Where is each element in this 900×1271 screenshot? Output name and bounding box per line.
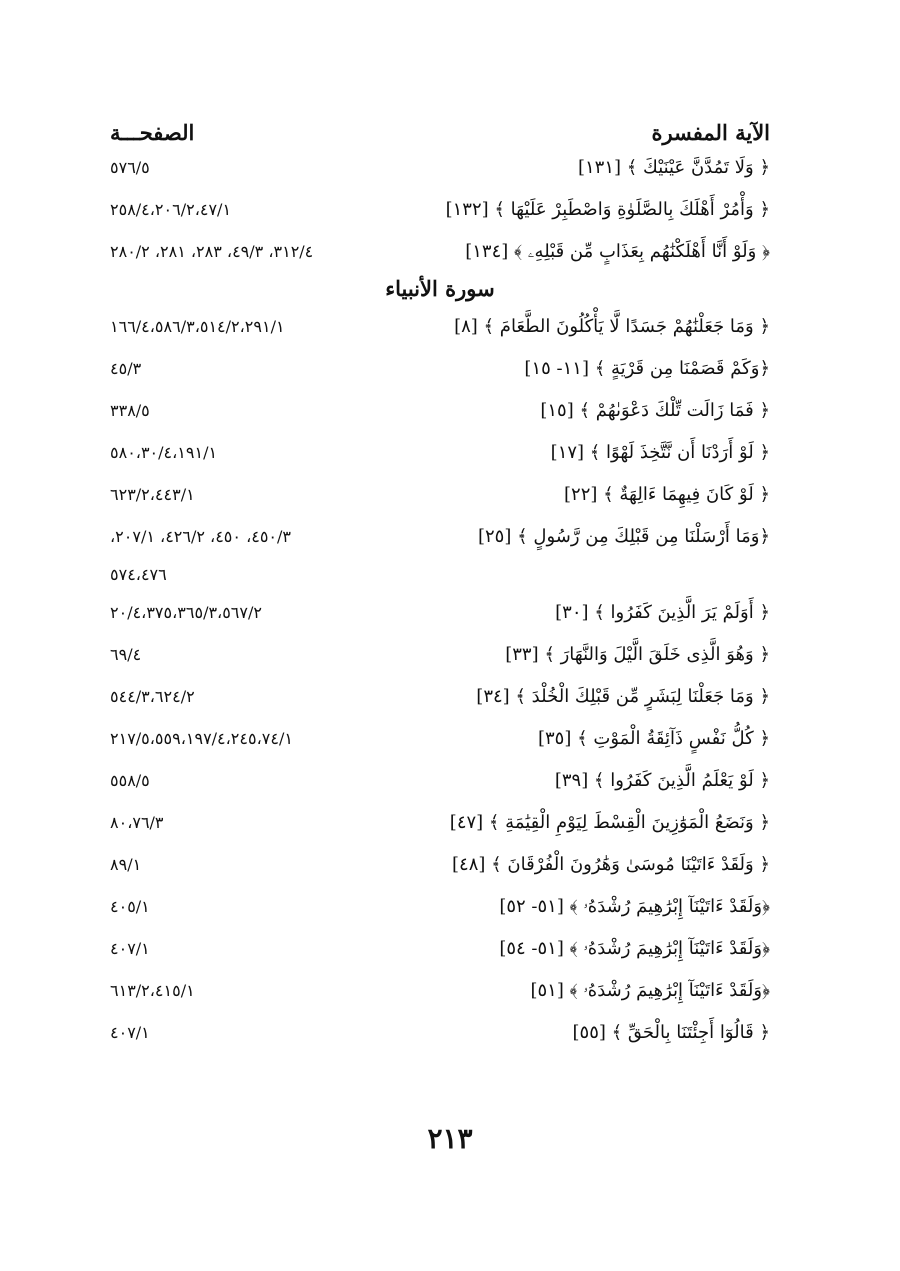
index-row (110, 441, 770, 465)
index-row (110, 357, 770, 381)
page-references: ٦٢٣/٢،٤٤٣/١ (110, 485, 195, 504)
page-references: ٢٠/٤،٣٧٥،٣٦٥/٣،٥٦٧/٢ (110, 603, 262, 622)
page-references: ٦٩/٤ (110, 645, 142, 664)
index-row (110, 399, 770, 423)
verse-text: ﴿وَكَمْ قَصَمْنَا مِن قَرْيَةٍ ﴾ [١١- ١٥] (524, 358, 770, 379)
index-row (110, 769, 770, 793)
index-row (110, 156, 770, 180)
page-references-continuation: ٥٧٤،٤٧٦ (110, 565, 167, 584)
page-references-line: ٤٥٠/٣، ٤٥٠، ٤٢٦/٢، ٢٠٧/١، (110, 527, 291, 546)
page-column-heading: الصفحـــة (110, 119, 195, 145)
verse-text: ﴿ وَلَقَدْ ءَاتَيْنَا مُوسَىٰ وَهَٰرُونَ الْفُرْقَانَ ﴾ [٤٨] (452, 854, 770, 875)
verse-column-heading: الآية المفسرة (651, 119, 770, 145)
page-references: ٢٥٨/٤،٢٠٦/٢،٤٧/١ (110, 200, 232, 219)
page-references: ٥٥٨/٥ (110, 771, 150, 790)
verse-text: ﴿ كُلُّ نَفْسٍ ذَآئِقَةُ الْمَوْتِ ﴾ [٣٥] (537, 728, 770, 749)
index-page (110, 112, 770, 1063)
verse-text: ﴿وَلَقَدْ ءَاتَيْنَآ إِبْرَٰهِيمَ رُشْدَهُۥ ﴾ [٥١] (530, 980, 770, 1001)
verse-text: ﴿ وَلَا تَمُدَّنَّ عَيْنَيْكَ ﴾ [١٣١] (577, 157, 770, 178)
page-references: ١٦٦/٤،٥٨٦/٣،٥١٤/٢،٢٩١/١ (110, 317, 285, 336)
page-references: ٢١٧/٥،٥٥٩،١٩٧/٤،٢٤٥،٧٤/١ (110, 729, 293, 748)
index-row (110, 937, 770, 961)
verse-text: ﴿ لَوْ أَرَدْنَا أَن نَّتَّخِذَ لَهْوًا ﴾ [١٧] (550, 442, 770, 463)
index-row (110, 315, 770, 339)
index-row (110, 811, 770, 835)
verse-text: ﴿ فَمَا زَالَت تِّلْكَ دَعْوَىٰهُمْ ﴾ [١٥] (540, 400, 770, 421)
index-row (110, 643, 770, 667)
page-references: ٣١٢/٤، ٤٩/٣، ٢٨٣، ٢٨١، ٢٨٠/٢ (110, 242, 314, 261)
page-references: ٥٨٠،٣٠/٤،١٩١/١ (110, 443, 218, 462)
page-references: ٥٤٤/٣،٦٢٤/٢ (110, 687, 195, 706)
page-references: ٤٥/٣ (110, 359, 142, 378)
verse-text: ﴿ أَوَلَمْ يَرَ الَّذِينَ كَفَرُوا ﴾ [٣٠] (555, 602, 770, 623)
index-row (110, 525, 770, 587)
surah-title: سورة الأنبياء (385, 276, 495, 301)
page-number: ٢١٣ (427, 1122, 473, 1155)
page-references: ٤٠٥/١ (110, 897, 150, 916)
verse-text: ﴿وَلَقَدْ ءَاتَيْنَآ إِبْرَٰهِيمَ رُشْدَهُۥ ﴾ [٥١- ٥٤] (499, 938, 770, 959)
index-row (110, 601, 770, 625)
verse-text: ﴿ وَمَا جَعَلْنَا لِبَشَرٍ مِّن قَبْلِكَ الْخُلْدَ ﴾ [٣٤] (476, 686, 770, 707)
page-references: ٣٣٨/٥ (110, 401, 150, 420)
page-references: ٤٠٧/١ (110, 939, 150, 958)
index-row (110, 727, 770, 751)
index-row (110, 979, 770, 1003)
index-row (110, 895, 770, 919)
page-references: ٨٩/١ (110, 855, 142, 874)
page-references: ٦١٣/٢،٤١٥/١ (110, 981, 195, 1000)
verse-text: ﴿ وَنَضَعُ الْمَوَٰزِينَ الْقِسْطَ لِيَوْمِ الْقِيَٰمَةِ ﴾ [٤٧] (449, 812, 770, 833)
verse-text: ﴿ قَالُوٓا أَجِئْتَنَا بِالْحَقِّ ﴾ [٥٥] (572, 1022, 770, 1043)
verse-text: ﴿ لَوْ يَعْلَمُ الَّذِينَ كَفَرُوا ﴾ [٣٩] (554, 770, 770, 791)
index-row (110, 853, 770, 877)
verse-text: ﴿ وَأْمُرْ أَهْلَكَ بِالصَّلَوٰةِ وَاصْطَبِرْ عَلَيْهَا ﴾ [١٣٢] (445, 199, 770, 220)
index-row (110, 240, 770, 264)
page-references: ٥٧٦/٥ (110, 158, 150, 177)
verse-text: ﴿ وَهُوَ الَّذِى خَلَقَ الَّيْلَ وَالنَّهَارَ ﴾ [٣٣] (505, 644, 770, 665)
page-references (110, 525, 291, 587)
verse-text: ﴿ وَلَوْ أَنَّا أَهْلَكْنَٰهُم بِعَذَابٍ مِّن قَبْلِهِۦ ﴾ [١٣٤] (465, 241, 770, 262)
page-references: ٨٠،٧٦/٣ (110, 813, 164, 832)
verse-text: ﴿وَلَقَدْ ءَاتَيْنَآ إِبْرَٰهِيمَ رُشْدَهُۥ ﴾ [٥١- ٥٢] (499, 896, 770, 917)
page-references: ٤٠٧/١ (110, 1023, 150, 1042)
index-row (110, 483, 770, 507)
table-header (110, 112, 770, 152)
verse-text: ﴿وَمَا أَرْسَلْنَا مِن قَبْلِكَ مِن رَّسُولٍ ﴾ [٢٥] (477, 526, 770, 547)
index-row (110, 1021, 770, 1045)
verse-text: ﴿ لَوْ كَانَ فِيهِمَا ءَالِهَةٌ ﴾ [٢٢] (564, 484, 770, 505)
index-row (110, 685, 770, 709)
verse-text: ﴿ وَمَا جَعَلْنَٰهُمْ جَسَدًا لَّا يَأْكُلُونَ الطَّعَامَ ﴾ [٨] (454, 316, 770, 337)
index-row (110, 198, 770, 222)
